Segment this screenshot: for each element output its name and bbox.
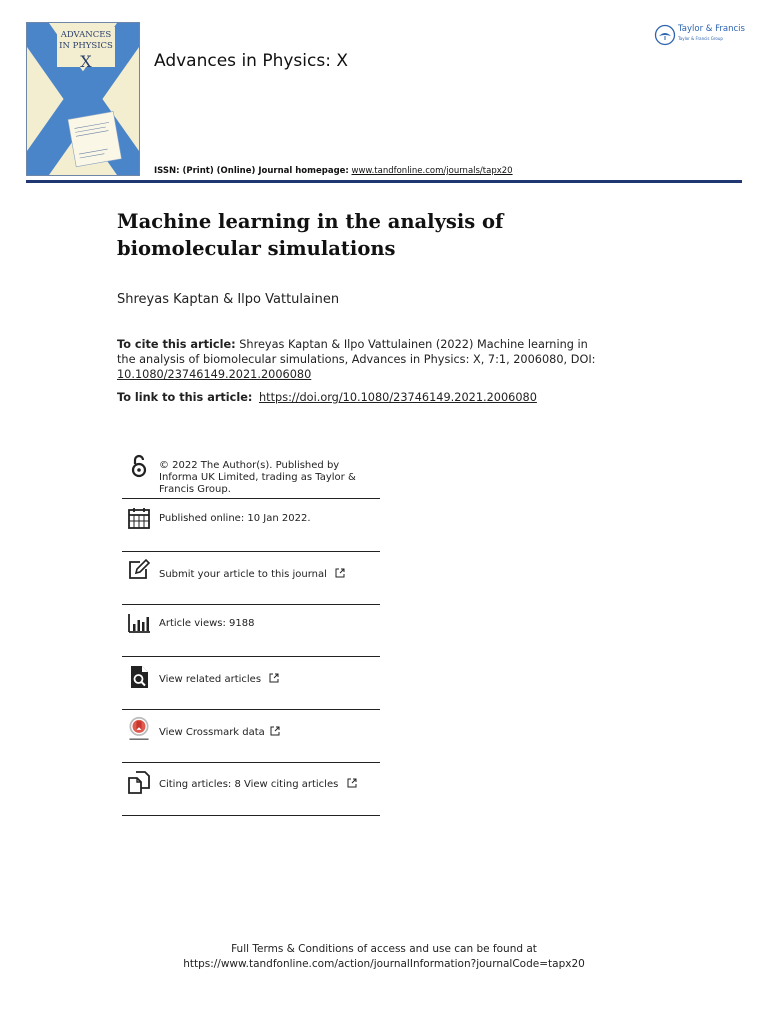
cover-text-line1: ADVANCES [60,30,112,40]
external-link-icon [269,673,279,683]
related-articles-label [159,673,279,686]
cite-text: Shreyas Kaptan & Ilpo Vattulainen (2022) Machine learning in the analysis of biomolecular simulations, Advances in Physics: X, 7:1, 2006080, DOI: [117,338,596,366]
open-access-text: © 2022 The Author(s). Published by Informa UK Limited, trading as Taylor & Francis Group. [159,460,356,495]
link-label: To link to this article: [117,391,253,404]
crossmark-label [159,726,280,739]
search-document-icon [126,664,152,690]
citing-articles-text: Citing articles: 8 View citing articles [159,779,339,790]
external-link-icon [335,568,345,578]
crossmark-icon [126,716,152,742]
article-link-line [117,391,537,404]
cover-letter: X [80,52,92,71]
journal-cover-image[interactable] [26,22,140,176]
article-doi-link[interactable]: https://doi.org/10.1080/23746149.2021.2006080 [259,391,537,404]
cite-doi-link[interactable]: 10.1080/23746149.2021.2006080 [117,368,312,381]
issn-label: ISSN: (Print) (Online) Journal homepage: [154,166,349,176]
related-articles-text: View related articles [159,674,262,685]
publisher-name: Taylor & Francis [678,24,745,34]
published-online-text: Published online: 10 Jan 2022. [159,513,311,524]
footer-terms-link[interactable]: https://www.tandfonline.com/action/journalInformation?journalCode=tapx20 [183,958,585,970]
footer [0,942,768,972]
related-articles-row[interactable] [122,657,380,709]
submit-article-label [159,568,345,581]
published-online-row [122,499,380,551]
issn-line [154,166,513,176]
article-title: Machine learning in the analysis of biomolecular simulations [117,210,504,260]
bar-chart-icon [126,610,152,636]
article-views-row [122,605,380,656]
row-divider [122,815,380,816]
open-access-icon [126,453,152,479]
citing-articles-label [159,778,357,791]
cover-text-line2: IN PHYSICS [59,41,113,51]
article-views-text: Article views: 9188 [159,618,255,629]
publisher-logo-icon [654,24,676,46]
submit-article-row[interactable] [122,552,380,604]
crossmark-row[interactable] [122,710,380,762]
article-authors: Shreyas Kaptan & Ilpo Vattulainen [117,292,340,307]
header-rule [26,180,742,183]
edit-icon [126,557,152,583]
cite-label: To cite this article: [117,338,236,351]
citation-block [117,337,597,382]
external-link-icon [347,778,357,788]
calendar-icon [126,505,152,531]
open-access-row[interactable] [122,452,380,498]
journal-homepage-link[interactable]: www.tandfonline.com/journals/tapx20 [351,166,513,176]
external-link-icon [270,726,280,736]
publisher-group: Taylor & Francis Group [678,36,723,41]
submit-article-text: Submit your article to this journal [159,569,327,580]
crossmark-text: View Crossmark data [159,727,265,738]
journal-title[interactable]: Advances in Physics: X [154,51,348,71]
publisher-logo[interactable] [654,22,754,48]
citing-articles-icon [126,769,152,795]
citing-articles-row[interactable] [122,763,380,815]
footer-line1: Full Terms & Conditions of access and use can be found at [231,943,537,955]
